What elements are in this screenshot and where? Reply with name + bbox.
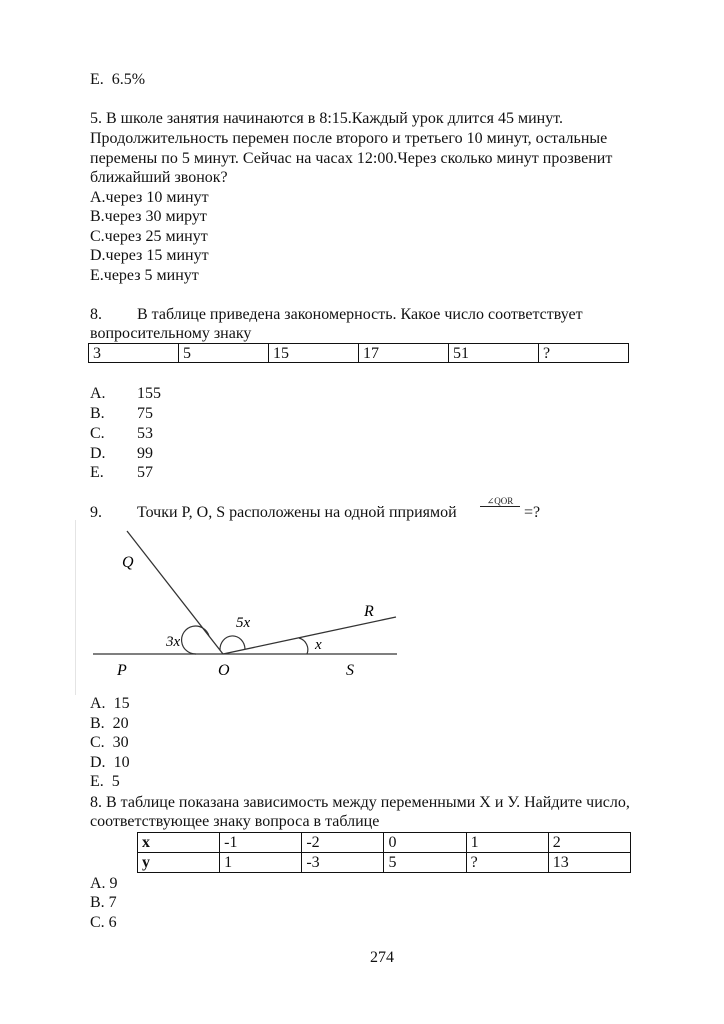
table-cell: 5 bbox=[384, 853, 466, 873]
question-number: 9. bbox=[90, 504, 102, 521]
option-letter: E. bbox=[90, 773, 104, 790]
fraction-numerator: ∠QOR bbox=[486, 496, 514, 506]
question-8-option-d bbox=[90, 444, 153, 464]
table-cell: -3 bbox=[302, 853, 384, 873]
label-r: R bbox=[364, 603, 374, 620]
page-number: 274 bbox=[370, 949, 394, 966]
table-cell: -2 bbox=[302, 833, 384, 853]
label-s: S bbox=[346, 662, 354, 679]
option-letter: A. bbox=[90, 695, 106, 712]
option-text: 6.5% bbox=[111, 71, 146, 88]
question-9-option-a bbox=[90, 694, 130, 714]
option-text: 99 bbox=[137, 445, 153, 462]
option-text: 30 bbox=[112, 734, 129, 751]
label-o: O bbox=[218, 662, 230, 679]
question-9-option-d bbox=[90, 753, 130, 773]
question-8-option-c bbox=[90, 424, 153, 444]
table-cell: 51 bbox=[449, 344, 539, 363]
question-5-line-4: ближайший звонок? bbox=[90, 169, 228, 186]
table-cell: ? bbox=[466, 853, 548, 873]
table-cell: 13 bbox=[548, 853, 630, 873]
option-text: 75 bbox=[137, 405, 153, 422]
option-text: 15 bbox=[113, 695, 130, 712]
table-cell: 0 bbox=[384, 833, 466, 853]
angle-arc-5x bbox=[220, 636, 245, 650]
question-8-line-1 bbox=[90, 305, 583, 325]
question-8-option-b bbox=[90, 404, 153, 424]
question-text: Точки P, O, S расположены на одной пприямой bbox=[137, 504, 457, 521]
question-5-line-1: 5. В школе занятия начинаются в 8:15.Каждый урок длится 45 минут. bbox=[90, 110, 563, 127]
prev-option-e bbox=[90, 70, 145, 90]
question-number: 8. bbox=[90, 306, 102, 323]
angle-label-5x: 5x bbox=[236, 615, 251, 631]
row-header-y: y bbox=[138, 853, 220, 873]
table-row-y bbox=[138, 853, 631, 873]
table-row bbox=[89, 344, 629, 363]
angle-ratio-fraction bbox=[480, 496, 520, 507]
question-8-line-2: вопросительному знаку bbox=[90, 325, 252, 342]
option-text: 155 bbox=[137, 385, 161, 402]
xy-table bbox=[137, 832, 631, 873]
option-text: 20 bbox=[112, 715, 129, 732]
question-8b-option-c: C. 6 bbox=[90, 914, 117, 931]
angle-label-3x: 3x bbox=[166, 634, 181, 650]
option-letter: A. bbox=[90, 385, 106, 402]
question-8b-option-a: A. 9 bbox=[90, 875, 118, 892]
option-letter: E. bbox=[90, 71, 104, 88]
row-header-x: x bbox=[138, 833, 220, 853]
table-cell: -1 bbox=[220, 833, 302, 853]
question-5-option-c: C.через 25 минут bbox=[90, 228, 208, 245]
table-cell: 15 bbox=[269, 344, 359, 363]
option-text: 53 bbox=[137, 425, 153, 442]
option-letter: B. bbox=[90, 715, 105, 732]
table-cell: 2 bbox=[548, 833, 630, 853]
label-q: Q bbox=[122, 554, 134, 571]
question-8b-option-b: B. 7 bbox=[90, 894, 117, 911]
option-letter: C. bbox=[90, 425, 105, 442]
angle-label-x: x bbox=[315, 637, 322, 653]
angle-arc-3x bbox=[182, 626, 209, 654]
table-cell: 1 bbox=[220, 853, 302, 873]
question-9-option-c bbox=[90, 733, 129, 753]
table-cell: 3 bbox=[89, 344, 179, 363]
option-text: 57 bbox=[137, 464, 153, 481]
table-cell: ? bbox=[539, 344, 629, 363]
question-5-option-e: E.через 5 минут bbox=[90, 267, 199, 284]
fraction-equals-question: =? bbox=[524, 504, 541, 521]
option-letter: E. bbox=[90, 464, 104, 481]
table-row-x bbox=[138, 833, 631, 853]
question-8-option-e bbox=[90, 463, 153, 483]
question-8-option-a bbox=[90, 384, 161, 404]
question-5-line-2: Продолжительность перемен после второго и третьего 10 минут, остальные bbox=[90, 130, 608, 147]
angle-diagram bbox=[70, 520, 410, 695]
question-9-option-e bbox=[90, 772, 120, 792]
option-letter: C. bbox=[90, 734, 105, 751]
question-8b-line-1: 8. В таблице показана зависимость между переменными Х и У. Найдите число, bbox=[90, 794, 630, 811]
question-9-option-b bbox=[90, 714, 129, 734]
option-letter: D. bbox=[90, 445, 106, 462]
fraction-bar bbox=[480, 506, 520, 507]
option-text: 10 bbox=[113, 754, 130, 771]
table-cell: 5 bbox=[179, 344, 269, 363]
question-text: В таблице приведена закономерность. Какое число соответствует bbox=[137, 306, 583, 323]
angle-arc-x bbox=[299, 638, 308, 654]
question-5-line-3: перемены по 5 минут. Сейчас на часах 12:00.Через сколько минут прозвенит bbox=[90, 150, 613, 167]
question-8b-line-2: соответствующее знаку вопроса в таблице bbox=[90, 813, 380, 830]
table-cell: 17 bbox=[359, 344, 449, 363]
option-letter: D. bbox=[90, 754, 106, 771]
question-5-option-b: B.через 30 мирут bbox=[90, 208, 207, 225]
question-5-option-a: A.через 10 минут bbox=[90, 189, 209, 206]
option-letter: B. bbox=[90, 405, 105, 422]
sequence-table bbox=[88, 343, 629, 363]
option-text: 5 bbox=[111, 773, 120, 790]
label-p: P bbox=[117, 662, 127, 679]
question-5-option-d: D.через 15 минут bbox=[90, 247, 209, 264]
table-cell: 1 bbox=[466, 833, 548, 853]
